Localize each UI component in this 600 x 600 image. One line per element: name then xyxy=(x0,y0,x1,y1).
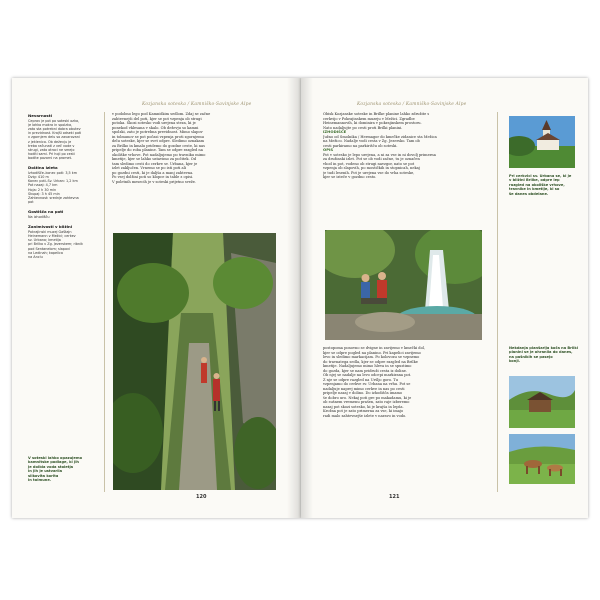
caption-line: Nekdanja planšarija koča na Brilki xyxy=(509,346,578,350)
sidebar-line: Pokrajinski muzej Gaštajn xyxy=(28,230,72,235)
body-line: v podobno lego pod Kamniškim sedlom. Zdaj se začne xyxy=(112,112,211,116)
horses-illustration xyxy=(509,434,575,484)
sidebar-line: Hoja: 2 h 30 min xyxy=(28,187,57,192)
body-line: vzpenja ob slapovih, po mostičkih in stopnicah, nekaj xyxy=(323,166,420,170)
caption-line: je dolbla voda stoletja xyxy=(28,464,74,469)
body-line: Obisk Kozjanske soteske in Brilke planine lahko združite s xyxy=(323,112,430,116)
sidebar-line: Konec poti–Sv. Urban: 1,2 km xyxy=(28,179,78,184)
gorge-hikers-photo xyxy=(113,233,276,490)
body-line: postopoma ponovno se dvigne in zavijemo v kmečki dol, xyxy=(323,346,426,350)
body-line: delu soteske, kjer se svet odpre. Sledimo oznakam xyxy=(112,139,205,143)
caption-line: na pašnikih se pasejo xyxy=(509,354,553,359)
left-bottom-caption xyxy=(28,456,96,482)
subhead-start: IZHODIŠČE xyxy=(323,129,347,134)
sidebar-section-hazards xyxy=(28,114,90,160)
body-line: vzpenjamo do cerkve sv. Urbana na vrhu. Pot se xyxy=(323,382,411,386)
sidebar-line: pod Šentanelom; slapovi xyxy=(28,246,70,251)
right-body-text-top xyxy=(323,112,483,180)
caption-line: Pri cerkvici sv. Urbana se, ki je xyxy=(509,174,572,178)
body-line: in tolmunov se pot počasi vzpenja proti zgornjemu xyxy=(112,134,204,139)
caption-line: V soteski lahko opazujemo xyxy=(28,456,83,460)
body-line: je tudi lesenih. Pot je urejena vse do vrha soteske, xyxy=(323,170,415,175)
waterfall-illustration xyxy=(325,230,482,340)
body-line: V poletnih mesecih je v soteski prijetno sveže. xyxy=(112,179,197,184)
body-line: Južno od Smolnika / Hermagor do kmečke zidanice sta Mežica xyxy=(323,134,437,139)
body-line: Z nje se odpre razgled na Uršljo goro. Tu xyxy=(323,377,399,382)
caption-line: slikovita korita xyxy=(28,473,59,478)
caption-line: in jih je ustvarila xyxy=(28,469,63,474)
caption-line: razgled na okoliške vrhove, xyxy=(509,182,565,187)
sidebar-heading: Nevarnosti xyxy=(28,113,52,118)
open-book xyxy=(12,78,588,518)
sidebar-line: Na izhodišču xyxy=(28,214,50,219)
sidebar-line: treba računati z več vode v xyxy=(28,143,75,148)
body-line: tam sledimo cesti do cerkve sv. Urbana, kjer je xyxy=(112,161,198,166)
sidebar-line: Čeprav je pot po soteski ozka, xyxy=(28,119,80,124)
body-line: pripelje nazaj v dolino. Do izhodišča imamo xyxy=(323,391,403,395)
sidebar-line: Skupaj: 3 h 45 min xyxy=(28,191,60,196)
sidebar-heading: Dolžina izleta xyxy=(28,165,58,171)
sidebar-line: Heinemann v Mežici; cerkev xyxy=(28,234,76,239)
sidebar-line: je lahko mokra in spolzka, xyxy=(28,123,73,128)
farm-photo xyxy=(509,376,575,428)
church-illustration xyxy=(509,116,575,168)
caption-line: konji. xyxy=(509,359,521,364)
body-line: Po vsej dolžini poti so klopce in table z opisi. xyxy=(112,175,194,179)
sidebar-line: Zahtevnost: srednje zahtevna xyxy=(28,195,79,200)
body-line: kjer se odpre pogled na planino. Pri kapelici zavijemo xyxy=(323,350,421,355)
body-line: Krožna pot je zato primerna za vse, ki imajo xyxy=(323,409,404,413)
body-line: zahtevnejši del poti, kjer se pot vzpenja ob strugi xyxy=(112,116,202,121)
body-line: ob sušnem vremenu prašen, zato raje izberemo xyxy=(323,400,410,404)
body-line: za Brilko in kmalu pridemo do gozdne ceste, ki nas xyxy=(112,143,206,148)
sidebar-section-inns xyxy=(28,210,90,219)
right-gutter-shadow xyxy=(301,78,313,518)
body-line: okoliške vrhove. Pot nadaljujemo po travniku mimo xyxy=(112,152,206,157)
body-line: cesti parkiramo na parkirišču ob soteski. xyxy=(323,143,398,148)
sidebar-line: strugi, zato otroci ne smejo xyxy=(28,147,75,152)
sidebar-line: bodite pozorni na promet. xyxy=(28,155,73,160)
body-line: nadaljuje naprej mimo cerkve in nas po cesti xyxy=(323,386,405,391)
body-line: na Mežico. Nadalje vodi cesta v Zg. Jezersko. Tam ob xyxy=(323,139,420,143)
sidebar-line: z jeklenico. Ob deževju je xyxy=(28,139,72,144)
sidebar-line: in previdnost. Krajši odseki poti xyxy=(28,131,82,136)
left-page xyxy=(12,78,301,518)
caption-line: še danes obdelane. xyxy=(509,191,549,196)
farm-illustration xyxy=(509,376,575,428)
caption-line: travnike in kmetije, ki so xyxy=(509,187,560,192)
horses-photo xyxy=(509,434,575,484)
sidebar-line: Pot nazaj: 4,7 km xyxy=(28,183,58,188)
sidebar-heading: Gostišča na poti xyxy=(28,208,64,214)
gorge-illustration xyxy=(113,233,276,490)
body-line: kmetije, kjer se lahko ustavimo za počitek. Od xyxy=(112,157,197,161)
right-page-number: 121 xyxy=(389,494,400,500)
body-line: še dobro uro. Nekaj poti gre po makadamu, ki je xyxy=(323,395,412,400)
left-running-head: Kozjanska soteska / Kamniško-Savinjske Alpe xyxy=(142,102,252,107)
body-line: kjer se izteče v gozdno cesto. xyxy=(323,175,377,179)
waterfall-hikers-photo xyxy=(325,230,482,340)
church-caption xyxy=(509,174,581,196)
body-line: Ob njej se nadalje na levo odcepi markirana pot. xyxy=(323,373,412,377)
left-gutter-shadow xyxy=(287,78,301,518)
body-line: levo in sledimo markacijam. Po kolovozu se vzpnemo xyxy=(323,355,420,359)
column-rule xyxy=(104,112,105,492)
body-line: do travnatega sedla, kjer se odpre razgled na Brilke xyxy=(323,359,418,364)
body-line: pripelje do roba planine. Tam se odpre razgled na xyxy=(112,148,203,152)
right-page xyxy=(301,78,588,518)
left-sidebar xyxy=(28,114,90,265)
body-line: kmetije. Nadaljujemo mimo hleva in se spustimo xyxy=(323,364,412,368)
sidebar-section-sights xyxy=(28,225,90,259)
church-photo xyxy=(509,116,575,168)
column-rule xyxy=(497,112,498,492)
caption-line: kamnitske podlage, ki jih xyxy=(28,460,79,465)
body-line: spolzki, zato je potrebna previdnost. Mimo slapov xyxy=(112,130,203,134)
body-line: Nato nadaljujte po cesti proti Brilki planini. xyxy=(323,125,403,130)
sidebar-section-length xyxy=(28,166,90,204)
body-line: Heinemannovih, ki dominira v pokrajinskem prostoru. xyxy=(323,121,422,125)
body-line: ponekod vklesana v skalo. Ob deževju so kamni xyxy=(112,125,199,130)
body-line: po gozdni cesti, ki je daljša a manj zahtevna. xyxy=(112,170,194,175)
sidebar-line: na Anclu xyxy=(28,254,43,259)
body-line: Pot v sotesko je lepo urejena, a ni za vse in ni dovolj primerna xyxy=(323,152,436,157)
right-running-head: Kozjanska soteska / Kamniško-Savinjske Alpe xyxy=(357,102,467,107)
body-line: cerkvijo v Pokrajinskem muzeju v Mežici. Zgradbe xyxy=(323,116,415,121)
right-body-text-bottom xyxy=(323,346,483,418)
sidebar-line: pot xyxy=(28,199,34,204)
left-body-text xyxy=(112,112,282,184)
caption-line: v bližini Brilke, odpre lep xyxy=(509,178,560,183)
subhead-description: OPIS xyxy=(323,147,334,152)
farm-caption xyxy=(509,346,581,364)
body-line: izlet zaključen. Vrnemo se po isti poti ali xyxy=(112,166,186,170)
body-line: nazaj pot skozi sotesko, ki je krajša in lepša. xyxy=(323,404,404,409)
body-line: do gozda, kjer se nam pridruži cesta iz doline. xyxy=(323,368,408,373)
left-page-number: 120 xyxy=(196,494,207,500)
sidebar-line: zato sta potrebni dobra obutev xyxy=(28,127,81,132)
sidebar-line: hoditi sami. Pri hoji po cesti xyxy=(28,151,75,156)
caption-line: planini se je ohranila do danes, xyxy=(509,350,573,355)
caption-line: in tolmune. xyxy=(28,478,52,483)
sidebar-line: pri Brilko v Zg. Jezerskem; ribnik xyxy=(28,242,83,247)
sidebar-line: v zgornjem delu so zavarovani xyxy=(28,135,80,140)
body-line: vhod in pot, vodeno ob strugi navzgor, nato se pot xyxy=(323,161,415,166)
sidebar-line: sv. Urbana; kmetija xyxy=(28,238,61,243)
sidebar-line: Izhodišče–konec poti: 3,5 km xyxy=(28,171,78,176)
body-line: radi malo zahtevnejše izlete v naravo in vodo. xyxy=(323,413,407,418)
sidebar-line: Dvig: 410 m xyxy=(28,175,49,180)
body-line: potoka. Skozi sotesko vodi urejena steza, ki je xyxy=(112,121,196,125)
sidebar-heading: Zanimivosti v bližini xyxy=(28,224,73,230)
body-line: za družinski izlet. Pot se ob vodi začne, tu je označen xyxy=(323,157,420,161)
sidebar-line: na Ledinah; kapelica xyxy=(28,250,63,255)
